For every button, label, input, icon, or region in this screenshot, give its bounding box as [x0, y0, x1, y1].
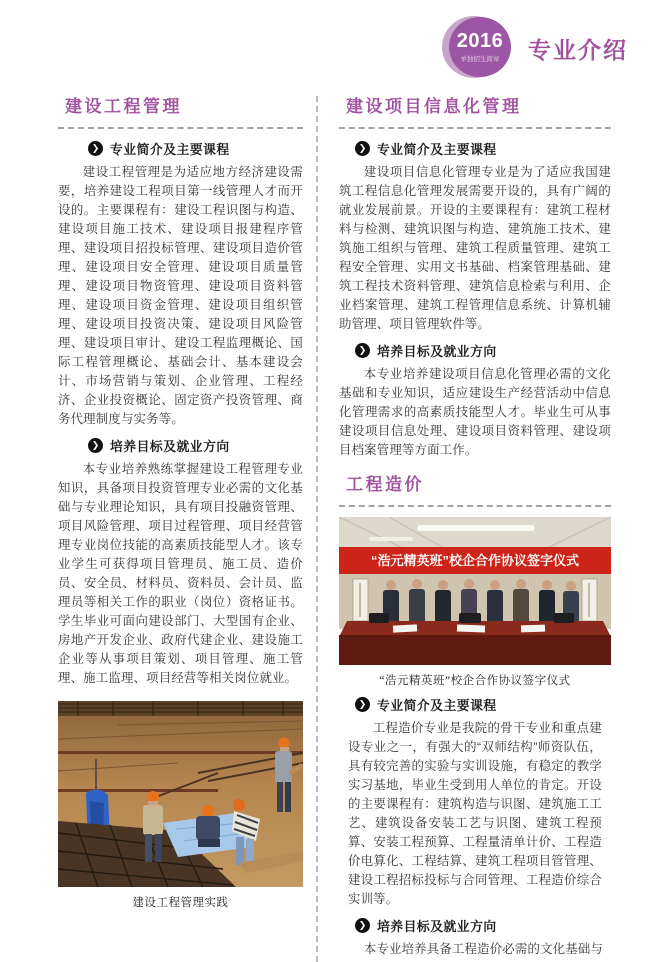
- arrow-bullet-icon: ❯: [355, 141, 370, 156]
- right-paragraph-1: 建设项目信息化管理专业是为了适应我国建筑工程信息化管理发展需要开设的，具有广阔的就业发展前景。开设的主要课程有：建筑工程材料与检测、建筑识图与构造、建筑施工技术、建筑施工组织与管理、建筑工程质量管理、建筑工程安全管理、实用文书基础、档案管理基础、建筑工程技术资料管理、建筑信息检索与利用、企业档案管理、建筑工程管理信息系统、计算机辅助管理、项目管理软件等。: [339, 165, 611, 331]
- left-paragraph-2: 本专业培养熟练掌握建设工程管理专业知识，具备项目投资管理专业必需的文化基础与专业理论知识，具有项目投融资管理、项目风险管理、项目过程管理、项目经营管理专业岗位技能的高素质技能型人才。该专业学生可获得项目管理员、施工员、造价员、安全员、材料员、资料员、会计员、监理员等相关工作的职业（岗位）资格证书。学生毕业可面向建设部门、大型国有企业、房地产开发企业、政府代建企业、建设施工企业等从事项目策划、项目管理、施工管理、施工监理、项目经营等相关岗位就业。: [58, 462, 303, 685]
- right-section-title-2: 工程造价: [346, 475, 424, 494]
- right-paragraph-3: 工程造价专业是我院的骨干专业和重点建设专业之一，有强大的“双师结构”师资队伍，具有较完善的实验与实训设施，有稳定的教学实习基地，毕业生受到用人单位的肯定。开设的主要课程有：建筑构造与识图、建筑施工工艺、建筑设备安装工艺与识图、建筑工程预算、安装工程预算、工程量清单计价、工程造价电算化、工程结算、建筑工程项目管管理、建设工程招标投标与合同管理、工程造价综合实训等。: [348, 721, 602, 906]
- right-photo-caption: “浩元精英班”校企合作协议签字仪式: [379, 675, 571, 687]
- right-heading-3: [355, 695, 611, 714]
- right-paragraph-2: 本专业培养建设项目信息化管理必需的文化基础和专业知识，适应建设生产经营活动中信息化管理需求的高素质技能型人才。毕业生可从事建设项目信息处理、建设项目资料管理、建设项目档案管理等方面工作。: [339, 367, 611, 457]
- content-columns: [58, 96, 611, 962]
- page-header: [442, 16, 628, 80]
- construction-site-photo: [58, 701, 303, 887]
- left-heading-1: [88, 139, 303, 158]
- heading-label: 专业简介及主要课程: [377, 698, 497, 713]
- right-paragraph-4: 本专业培养具备工程造价必需的文化基础与: [363, 942, 604, 956]
- arrow-bullet-icon: ❯: [355, 697, 370, 712]
- heading-label: 培养目标及就业方向: [110, 439, 230, 454]
- right-section-title-1: 建设项目信息化管理: [346, 97, 522, 116]
- dashed-rule: [339, 127, 611, 129]
- badge-circle: [449, 17, 511, 77]
- right-heading-2: [355, 341, 611, 360]
- left-paragraph-1: 建设工程管理是为适应地方经济建设需要，培养建设工程项目第一线管理人才而开设的。主要课程有：建设工程识图与构造、建设项目施工技术、建设项目报建程序管理、建设项目招投标管理、建设项目造价管理、建设项目安全管理、建设项目质量管理、建设项目物资管理、建设项目资料管理、建设项目资金管理、建设项目组织管理、建设项目投资决策、建设项目风险管理、建设项目审计、建设工程监理概论、国际工程管理概论、基础会计、基本建设会计、市场营销与策划、企业管理、工程经济、企业投资概论、固定资产投资管理、商务代理制度与实务等。: [58, 165, 303, 426]
- badge-subtitle: 单独招生简章: [460, 56, 500, 63]
- heading-label: 专业简介及主要课程: [110, 142, 230, 157]
- left-photo-caption: 建设工程管理实践: [132, 897, 229, 909]
- right-heading-1: [355, 139, 611, 158]
- arrow-bullet-icon: ❯: [88, 438, 103, 453]
- heading-label: 专业简介及主要课程: [377, 142, 497, 157]
- left-section-title: 建设工程管理: [65, 97, 182, 116]
- left-column: [58, 96, 303, 962]
- signing-ceremony-photo: [339, 517, 611, 665]
- dashed-rule: [339, 505, 611, 507]
- heading-label: 培养目标及就业方向: [377, 344, 497, 359]
- badge-year: 2016: [456, 30, 504, 52]
- dashed-rule: [58, 127, 303, 129]
- right-column: [339, 96, 611, 962]
- banner-text: “浩元精英班”校企合作协议签字仪式: [370, 553, 580, 568]
- column-divider: [316, 96, 318, 962]
- right-heading-4: [355, 916, 611, 935]
- left-heading-2: [88, 436, 303, 455]
- page-title: 专业介绍: [528, 36, 628, 63]
- arrow-bullet-icon: ❯: [355, 918, 370, 933]
- arrow-bullet-icon: ❯: [88, 141, 103, 156]
- year-badge: [442, 16, 512, 80]
- heading-label: 培养目标及就业方向: [377, 919, 497, 934]
- arrow-bullet-icon: ❯: [355, 343, 370, 358]
